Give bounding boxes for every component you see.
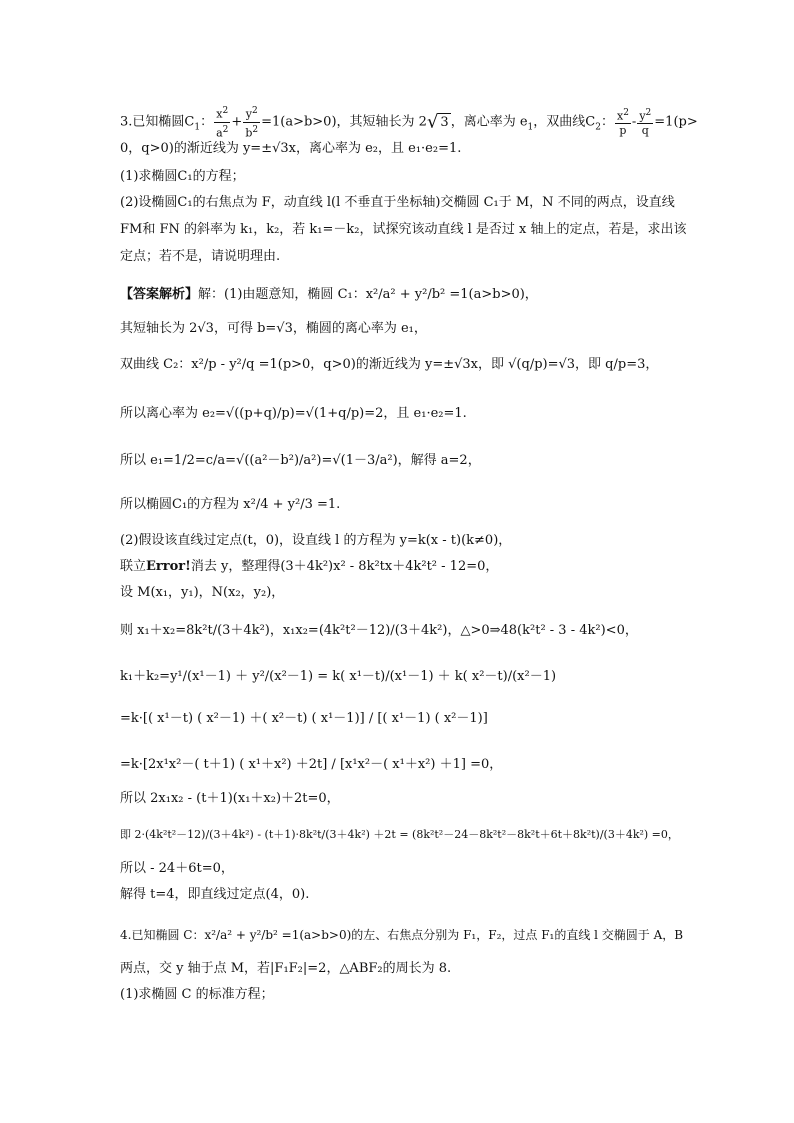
answer-line13: =k·[2x¹x²－( t＋1) ( x¹＋x²) ＋2t] / [x¹x²－( x¹＋x²) ＋1] =0， (120, 757, 503, 772)
answer-line11: k₁＋k₂=y¹/(x¹－1) ＋ y²/(x²－1) = k( x¹－t)/(x¹－1) ＋ k( x²－t)/(x²－1) (120, 669, 557, 684)
answer-line9: 设 M(x₁，y₁)，N(x₂，y₂)， (120, 585, 285, 600)
error-marker: Error! (146, 559, 191, 574)
answer-line12: =k·[( x¹－t) ( x²－1) ＋( x²－t) ( x¹－1)] / [( x¹－1) ( x²－1)] (120, 711, 488, 726)
q3-line1-text-e: =1(p> (654, 114, 698, 130)
answer-line2: 其短轴长为 2√3，可得 b=√3，椭圆的离心率为 e₁， (120, 321, 427, 336)
q4-line2: 两点，交 y 轴于点 M，若|F₁F₂|=2，△ABF₂的周长为 8. (120, 961, 452, 976)
fraction: $\frac{y^2}{q}$ (639, 107, 652, 138)
q3-line2: 0，q>0)的渐近线为 y=±√3x，离心率为 e₂，且 e₁·e₂=1. (120, 141, 462, 156)
answer-line6: 所以椭圆C₁的方程为 x²/4 + y²/3 =1. (120, 497, 341, 512)
answer-line8-a: 联立 (120, 559, 147, 574)
answer-heading: 【答案解析】 (120, 287, 199, 302)
answer-line3: 双曲线 C₂：x²/p - y²/q =1(p>0，q>0)的渐近线为 y=±√3x，即 √(q/p)=√3，即 q/p=3， (120, 357, 659, 372)
answer-line16: 所以 - 24＋6t=0， (120, 861, 234, 876)
q3-line1-text-a: 3.已知椭圆C (120, 114, 195, 130)
q3-line1-text-c: ，离心率为 e (450, 114, 528, 130)
answer-line10: 则 x₁＋x₂=8k²t/(3＋4k²)，x₁x₂=(4k²t²－12)/(3＋4k²)，△>0⇒48(k²t² - 3 - 4k²)<0， (120, 623, 638, 638)
fraction: $\frac{x^2}{p}$ (616, 107, 629, 138)
answer-line8-b: 消去 y，整理得(3＋4k²)x² - 8k²tx＋4k²t² - 12=0， (190, 559, 499, 574)
q3-part2-line1: (2)设椭圆C₁的右焦点为 F，动直线 l(l 不垂直于坐标轴)交椭圆 C₁于 M，N 不同的两点，设直线 (120, 195, 675, 210)
q3-part2-line2: FM和 FN 的斜率为 k₁，k₂，若 k₁=－k₂，试探究该动直线 l 是否过 x 轴上的定点，若是，求出该 (120, 222, 687, 237)
answer-line15: 即 2·(4k²t²－12)/(3＋4k²) - (t＋1)·8k²t/(3＋4k²) ＋2t = (8k²t²－24－8k²t²－8k²t＋6t＋8k²t)/(3＋4k²) =0， (120, 828, 679, 841)
q3-line1: 3.已知椭圆$C_1$： $\frac{x^2}{a^2}$ + $\frac{y^2}{b^2}$ =1(a>b>0)，其短轴长为 2√ 3 ，离心率为 $e_1$，双曲线$C_2$： $\frac{x^2}{p}$ - $\frac{y^2}{q}$ =1(p> (120, 106, 698, 140)
q4-line1: 4.已知椭圆 C：x²/a² + y²/b² =1(a>b>0)的左、右焦点分别为 F₁，F₂，过点 F₁的直线 l 交椭圆于 A，B (120, 928, 684, 942)
answer-line7: (2)假设该直线过定点(t，0)，设直线 l 的方程为 y=k(x - t)(k≠0)， (120, 533, 512, 548)
fraction: $\frac{x^2}{a^2}$ (216, 106, 229, 140)
q3-line1-text-b: ，其短轴长为 2 (336, 114, 427, 130)
q3-part1: (1)求椭圆C₁的方程； (120, 169, 245, 184)
fraction: $\frac{y^2}{b^2}$ (245, 106, 259, 140)
answer-line14: 所以 2x₁x₂ - (t＋1)(x₁＋x₂)＋2t=0， (120, 791, 340, 806)
answer-line8 (120, 558, 498, 576)
q3-line1-text-d: ，双曲线C (533, 114, 596, 130)
q4-line3: (1)求椭圆 C 的标准方程； (120, 987, 274, 1002)
answer-line5: 所以 e₁=1/2=c/a=√((a²－b²)/a²)=√(1－3/a²)，解得 a=2， (120, 453, 481, 468)
answer-line4: 所以离心率为 e₂=√((p+q)/p)=√(1+q/p)=2，且 e₁·e₂=1. (120, 406, 467, 421)
answer-line1 (120, 286, 538, 304)
answer-line1-text: 解：(1)由题意知，椭圆 C₁：x²/a² + y²/b² =1(a>b>0)， (198, 287, 538, 302)
answer-line17: 解得 t=4，即直线过定点(4，0). (120, 887, 310, 902)
q3-part2-line3: 定点；若不是，请说明理由. (120, 249, 281, 264)
